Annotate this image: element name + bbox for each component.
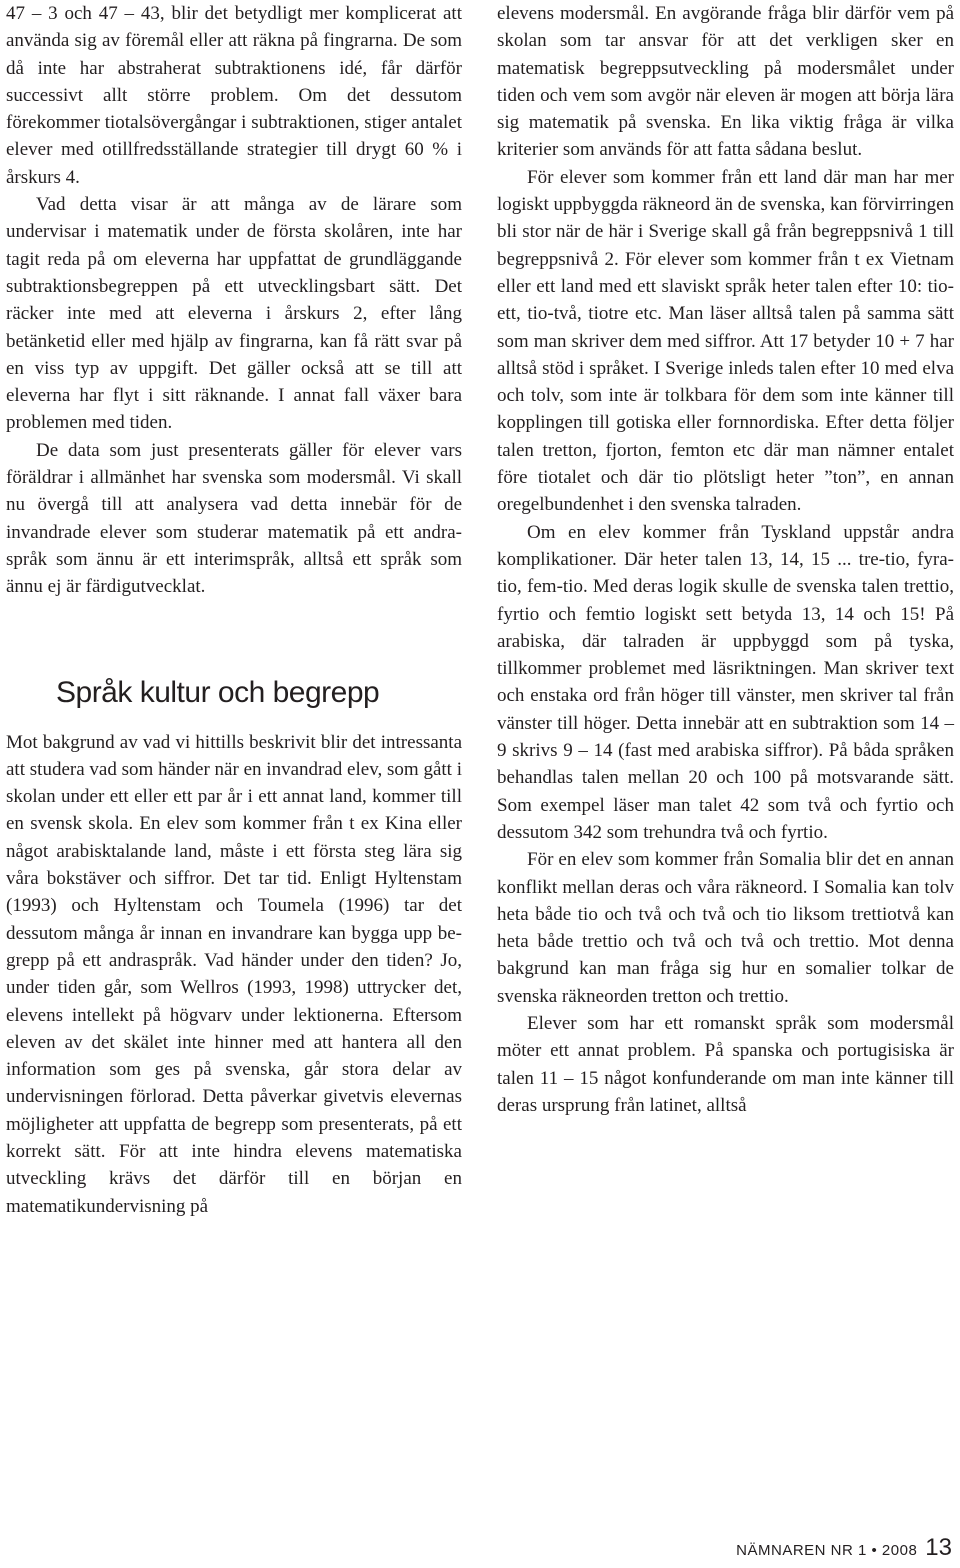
left-paragraph-4: Mot bakgrund av vad vi hittills beskrivit blir det intressanta att studera vad som händer när en invandrad elev, som gått i skolan under ett eller ett par år i ett annat land, kommer till en svensk skola. En elev som kommer från t ex Kina eller något arabisktalande land, måste i ett första steg lära sig våra bokstäver och siffror. Det tar tid. Enligt Hyltenstam (1993) och Hyltenstam och Toumela (1996) tar det dessutom många år innan en invandrare kan bygga upp begrepp på ett andraspråk. Vad händer under den tiden? Jo, under tiden går, som Wellros (1993, 1998) uttrycker det, elevens intellekt på högvarv under lektionerna. Eftersom eleven av det skälet inte hinner med att hantera all den information som ges på svenska, går stora delar av undervisningen förlorad. Detta påverkar givetvis elevernas möjligheter att uppfatta de begrepp som presenterats, på ett korrekt sätt. För att inte hindra elevens matematiska utveckling krävs det därför till en början en matematikundervisning på [6, 731, 462, 1217]
left-paragraph-3: De data som just presenterats gäller för elever vars föräldrar i allmänhet har svenska som modersmål. Vi skall nu övergå till att analysera vad detta innebär för de invandrade elever som studerar matematik på ett andraspråk som ännu är ett interimspråk, alltså ett språk som ännu ej är färdigutvecklat. [6, 439, 462, 598]
right-paragraph-1: elevens modersmål. En avgörande fråga blir därför vem på skolan som tar ansvar för att det verkligen sker en matematisk begreppsutveckling på modersmålet under tiden och vem som avgör när eleven är mogen att börja lära sig matematik på svenska. En lika viktig fråga är vilka kriterier som används för att fatta sådana beslut. [497, 3, 954, 161]
journal-name: NÄMNAREN NR 1 • 2008 [736, 1542, 918, 1559]
page-footer [736, 1534, 952, 1562]
left-paragraph-2: Vad detta visar är att många av de lärare som undervisar i matematik under de första skolåren, inte har tagit reda på om eleverna har uppfattat de grundläggande subtraktionsbegreppen på ett utvecklingsbart sätt. Det räcker inte med att eleverna i årskurs 2, efter lång betänketid eller med hjälp av fingrarna, kan få rätt svar på en viss typ av uppgift. Det gäller också att se till att eleverna har flyt i sitt räknande. I annat fall växer bara problemen med tiden. [6, 194, 462, 434]
right-paragraph-2: För elever som kommer från ett land där man har mer logiskt uppbyggda räkneord än de svenska, kan förvirringen bli stor när de här i Sverige skall gå från begreppsnivå 1 till begreppsnivå 2. För elever som kommer från t ex Vietnam eller ett land med ett slaviskt språk heter talen efter 10: tio-ett, tio-två, tiotre etc. Man läser alltså talen på samma sätt som man skriver dem med siffror. Att 17 betyder 10 + 7 har alltså stöd i språket. I Sverige inleds talen efter 10 med elva och tolv, som inte är tolkbara för dem som inte känner till kopplingen till gotiska eller fornnordiska. Efter detta följer talen tretton, fjorton, femton etc där man nämner entalet före tiotalet och där tio plötsligt heter ”ton”, en annan oregelbundenhet i den svenska talraden. [497, 166, 954, 516]
right-paragraph-4: För en elev som kommer från Somalia blir det en annan konflikt mellan deras och våra räkneord. I Somalia kan tolv heta både tio och två och två och tio liksom trettiotvå kan heta både trettio och två och två och trettio. Mot denna bakgrund kan man fråga sig hur en somalier tolkar de svenska räkneorden tretton och trettio. [497, 849, 954, 1007]
right-paragraph-5: Elever som har ett romanskt språk som modersmål möter ett annat problem. På spanska och portugisiska är talen 11 – 15 något konfunderande om man inte känner till deras ursprung från latinet, alltså [497, 1012, 954, 1116]
section-heading: Språk kultur och begrepp [56, 675, 380, 709]
left-column [6, 0, 462, 1220]
right-paragraph-3: Om en elev kommer från Tyskland uppstår andra komplikationer. Där heter talen 13, 14, 15 ... tre-tio, fyra-tio, fem-tio. Med deras logik skulle de svenska talen trettio, fyrtio och femtio logiskt sett betyda 13, 14 och 15! På arabiska, där talraden är uppbyggd som på tyska, tillkommer problemet med läsriktningen. Man skriver text och enstaka ord från höger till vänster, men skriver tal från vänster till höger. Detta innebär att en subtraktion som 14 – 9 skrivs 9 – 14 (fast med arabiska siffror). På båda språken behandlas talen mellan 20 och 100 på motsvarande sätt. Som exempel läser man talet 42 som två och fyrtio och dessutom 342 som trehundra två och fyrtio. [497, 521, 954, 843]
page-number: 13 [925, 1534, 952, 1561]
left-paragraph-1: 47 – 3 och 47 – 43, blir det betydligt mer komplicerat att använda sig av föremål eller att räkna på fingrarna. De som då inte har abstraherat subtraktionens idé, får därför successivt allt större problem. Om det dessutom förekommer tiotalsövergångar i subtraktionen, stiger antalet elever med otillfredsställande strategier till drygt 60 % i årskurs 4. [6, 3, 462, 188]
right-column [497, 0, 954, 1119]
